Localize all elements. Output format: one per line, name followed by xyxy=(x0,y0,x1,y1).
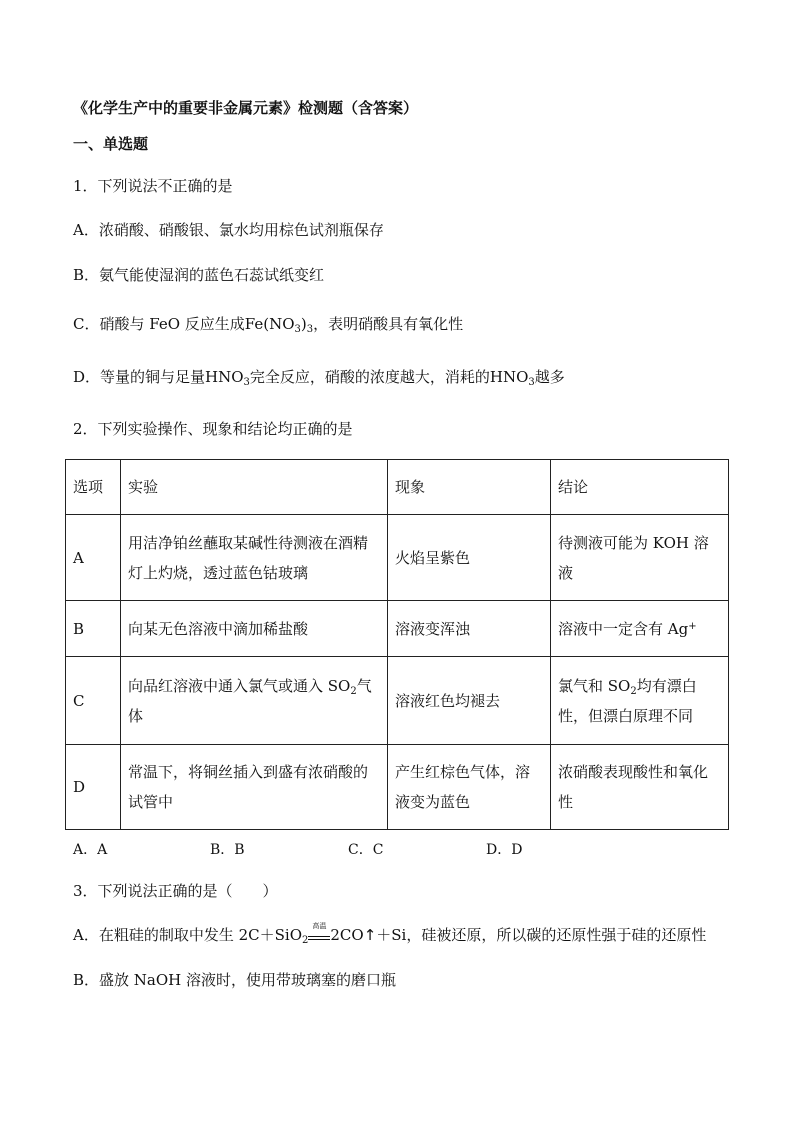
header-option: 选项 xyxy=(66,460,121,515)
choice-b: B．B xyxy=(210,842,245,858)
question-1-option-d: D．等量的铜与足量$HNO_3$完全反应，硝酸的浓度越大，消耗的$HNO_3$越多 xyxy=(73,368,565,388)
experiment-table xyxy=(65,459,729,830)
question-3-option-b: B．盛放 NaOH 溶液时，使用带玻璃塞的磨口瓶 xyxy=(73,971,397,989)
choice-a: A．A xyxy=(73,842,108,858)
row-phenomenon: 产生红棕色气体，溶液变为蓝色 xyxy=(388,745,551,830)
row-option: C xyxy=(66,657,121,745)
row-option: A xyxy=(66,515,121,601)
question-1-option-c: C．硝酸与 FeO 反应生成$Fe(NO_3)_3$，表明硝酸具有氧化性 xyxy=(73,315,464,335)
row-phenomenon: 火焰呈紫色 xyxy=(388,515,551,601)
table-row xyxy=(66,745,729,830)
row-experiment: 用洁净铂丝蘸取某碱性待测液在酒精灯上灼烧，透过蓝色钴玻璃 xyxy=(121,515,388,601)
table-header-row xyxy=(66,460,729,515)
row-conclusion: 溶液中一定含有 Ag+ xyxy=(551,601,729,657)
row-option: D xyxy=(66,745,121,830)
question-1-option-b: B．氨气能使湿润的蓝色石蕊试纸变红 xyxy=(73,266,325,284)
section-heading: 一、单选题 xyxy=(73,135,149,153)
table-row xyxy=(66,515,729,601)
choice-c: C．C xyxy=(348,842,384,858)
table-row xyxy=(66,601,729,657)
row-experiment: 向某无色溶液中滴加稀盐酸 xyxy=(121,601,388,657)
row-option: B xyxy=(66,601,121,657)
question-1-option-a: A．浓硝酸、硝酸银、氯水均用棕色试剂瓶保存 xyxy=(73,221,384,239)
document-title: 《化学生产中的重要非金属元素》检测题（含答案） xyxy=(73,99,419,117)
row-conclusion: 氯气和 $SO_2$均有漂白性，但漂白原理不同 xyxy=(551,657,729,745)
table-row xyxy=(66,657,729,745)
row-phenomenon: 溶液红色均褪去 xyxy=(388,657,551,745)
question-3-stem: 3．下列说法正确的是（ ） xyxy=(73,882,278,900)
header-phenomenon: 现象 xyxy=(388,460,551,515)
choice-d: D．D xyxy=(486,842,523,858)
row-phenomenon: 溶液变浑浊 xyxy=(388,601,551,657)
row-conclusion: 浓硝酸表现酸性和氧化性 xyxy=(551,745,729,830)
row-conclusion: 待测液可能为 KOH 溶液 xyxy=(551,515,729,601)
question-2-stem: 2．下列实验操作、现象和结论均正确的是 xyxy=(73,420,353,438)
row-experiment: 向品红溶液中通入氯气或通入 $SO_2$气体 xyxy=(121,657,388,745)
question-3-option-a: A．在粗硅的制取中发生 2C＋SiO$_2$ 高温 2CO↑＋Si，硅被还原，所以碳的还原性强于硅的还原性 xyxy=(73,922,707,946)
question-1-stem: 1．下列说法不正确的是 xyxy=(73,177,233,195)
header-experiment: 实验 xyxy=(121,460,388,515)
reaction-equals-sign: 高温 xyxy=(308,929,330,940)
gas-up-arrow-icon: ↑ xyxy=(363,926,377,944)
row-experiment: 常温下，将铜丝插入到盛有浓硝酸的试管中 xyxy=(121,745,388,830)
header-conclusion: 结论 xyxy=(551,460,729,515)
